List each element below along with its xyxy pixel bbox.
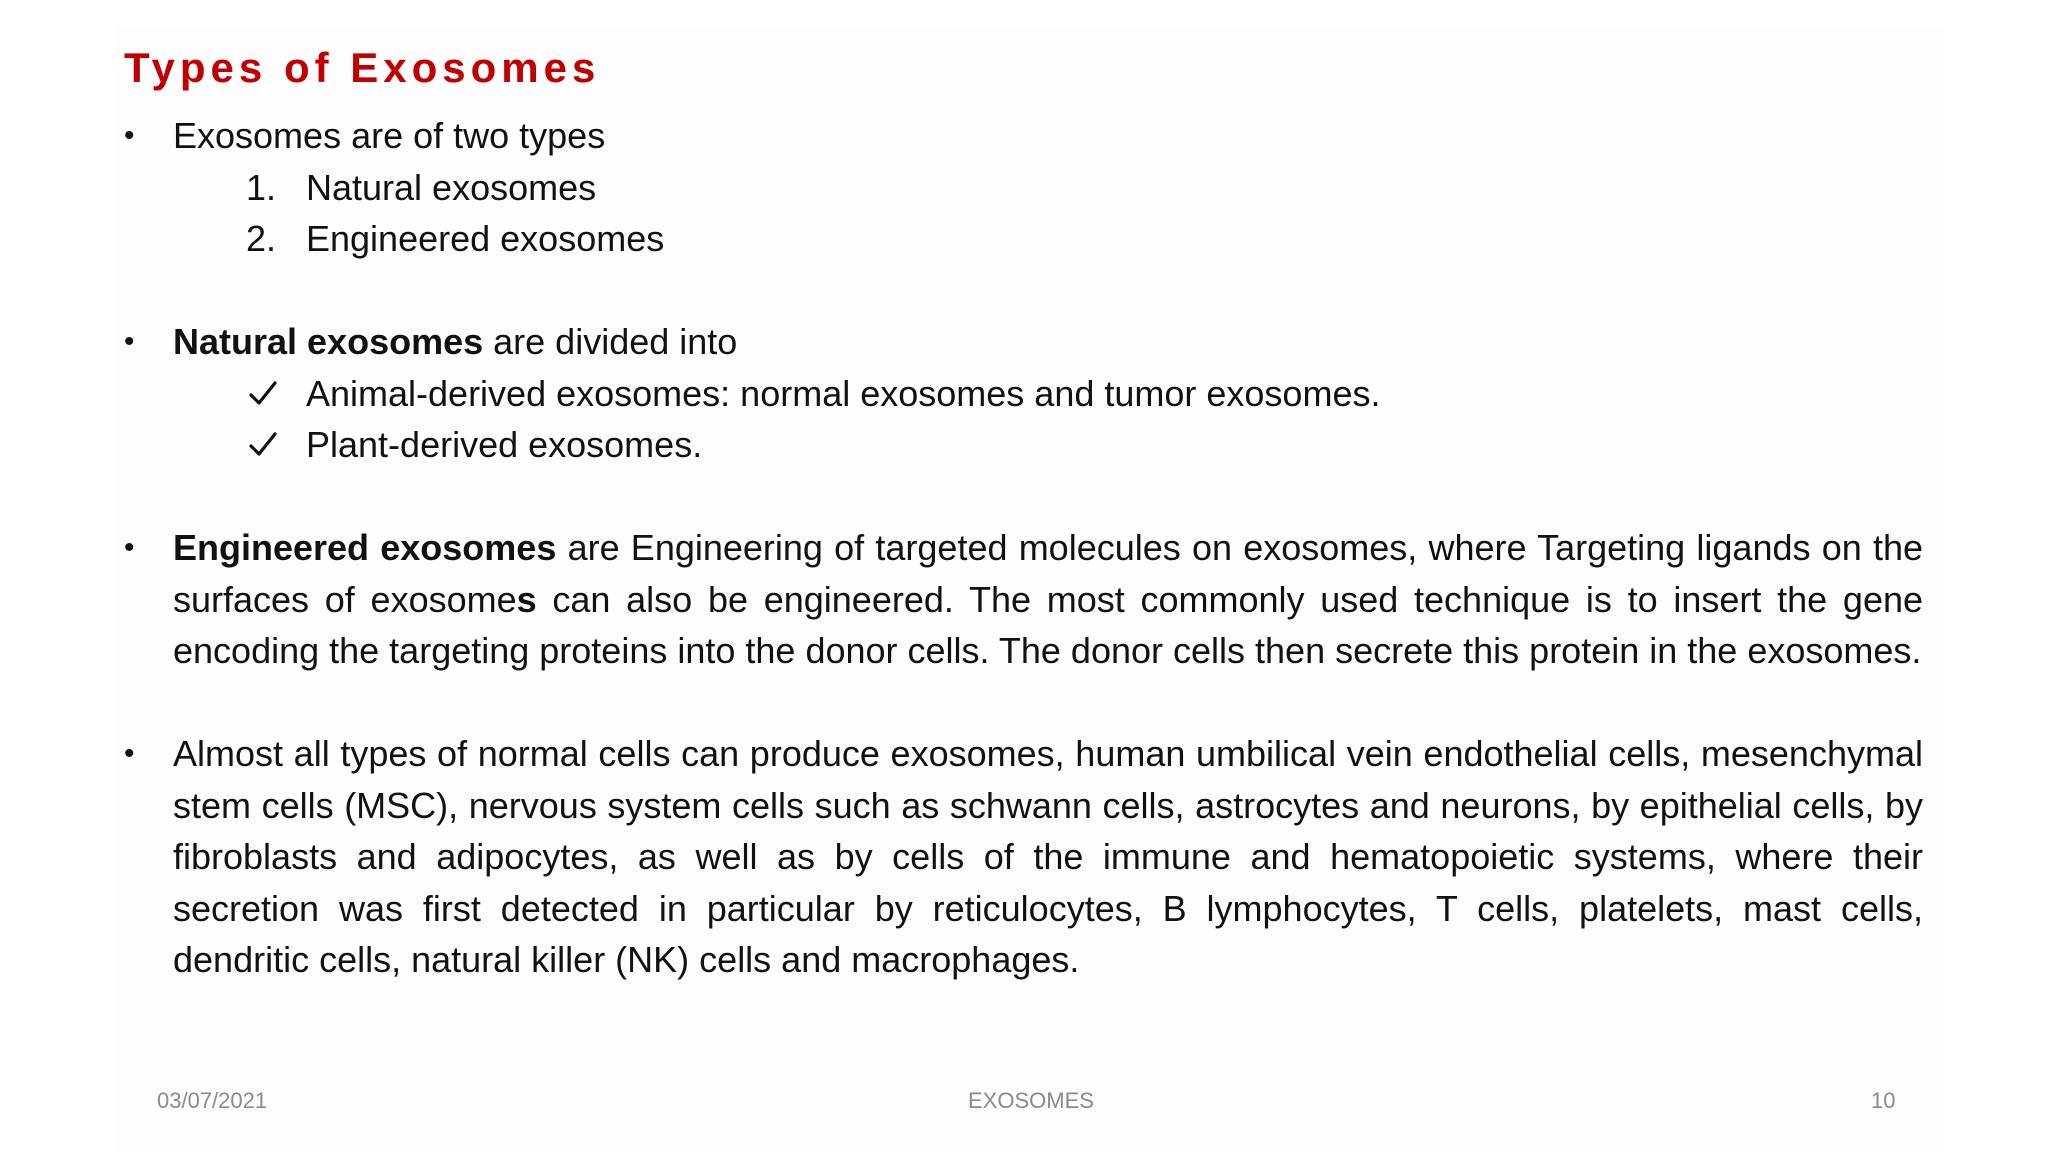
check-list (124, 368, 1924, 471)
list-item-text: Animal-derived exosomes: normal exosomes and tumor exosomes. (306, 372, 1381, 414)
list-item-text: Engineered exosomes (306, 218, 665, 259)
bullet-text-rest: are divided into (483, 321, 738, 362)
bold-letter: s (516, 578, 537, 620)
list-number: 2. (246, 218, 277, 259)
list-item (124, 162, 1924, 214)
footer-title: EXOSOMES (968, 1088, 1094, 1113)
list-number: 1. (246, 166, 277, 208)
list-item (124, 368, 1924, 420)
list-item-text: Natural exosomes (306, 166, 597, 208)
bullet-engineered (124, 522, 1924, 677)
bullet-text: Exosomes are of two types (173, 115, 606, 156)
bold-term: Engineered exosomes (173, 527, 557, 568)
bullet-icon: • (124, 325, 135, 358)
slide-title: Types of Exosomes (124, 44, 601, 91)
bold-term: Natural exosomes (173, 321, 484, 362)
bullet-icon: • (124, 737, 135, 770)
numbered-list (124, 162, 1924, 265)
bullet-text (173, 316, 1924, 368)
spacer (124, 265, 1924, 317)
bullet-natural (124, 316, 1924, 368)
bullet-icon: • (124, 531, 135, 564)
spacer (124, 677, 1924, 729)
bullet-types (124, 110, 1924, 162)
bullet-cell-sources (124, 728, 1924, 986)
spacer (124, 471, 1924, 523)
paragraph-text-a: are Engineering of targeted molecules on exosomes, where Targeting ligands on the surfaces of exosome (173, 527, 1923, 620)
paragraph-text-b: can also be engineered. The most commonly used technique is to insert the gene encoding the targeting proteins into the donor cells. The donor cells then secrete this protein in the exosomes. (173, 578, 1924, 671)
bullet-icon: • (124, 119, 135, 152)
list-item (124, 213, 1924, 265)
bullet-paragraph: Almost all types of normal cells can produce exosomes, human umbilical vein endothelial cells, mesenchymal stem cells (MSC), nervous system cells such as schwann cells, astrocytes and neurons, by epithelial cells, by fibroblasts and adipocytes, as well as by cells of the immune and hematopoietic systems, where their secretion was first detected in particular by reticulocytes, B lymphocytes, T cells, platelets, mast cells, dendritic cells, natural killer (NK) cells and macrophages. (173, 733, 1923, 980)
list-item (124, 419, 1924, 471)
slide-content (124, 110, 1924, 986)
footer-date: 03/07/2021 (157, 1088, 268, 1113)
footer-page-number: 10 (1871, 1088, 1896, 1113)
list-item-text: Plant-derived exosomes. (306, 424, 703, 465)
checkmark-icon (248, 378, 278, 408)
checkmark-icon (248, 429, 278, 459)
bullet-paragraph (173, 522, 1923, 677)
